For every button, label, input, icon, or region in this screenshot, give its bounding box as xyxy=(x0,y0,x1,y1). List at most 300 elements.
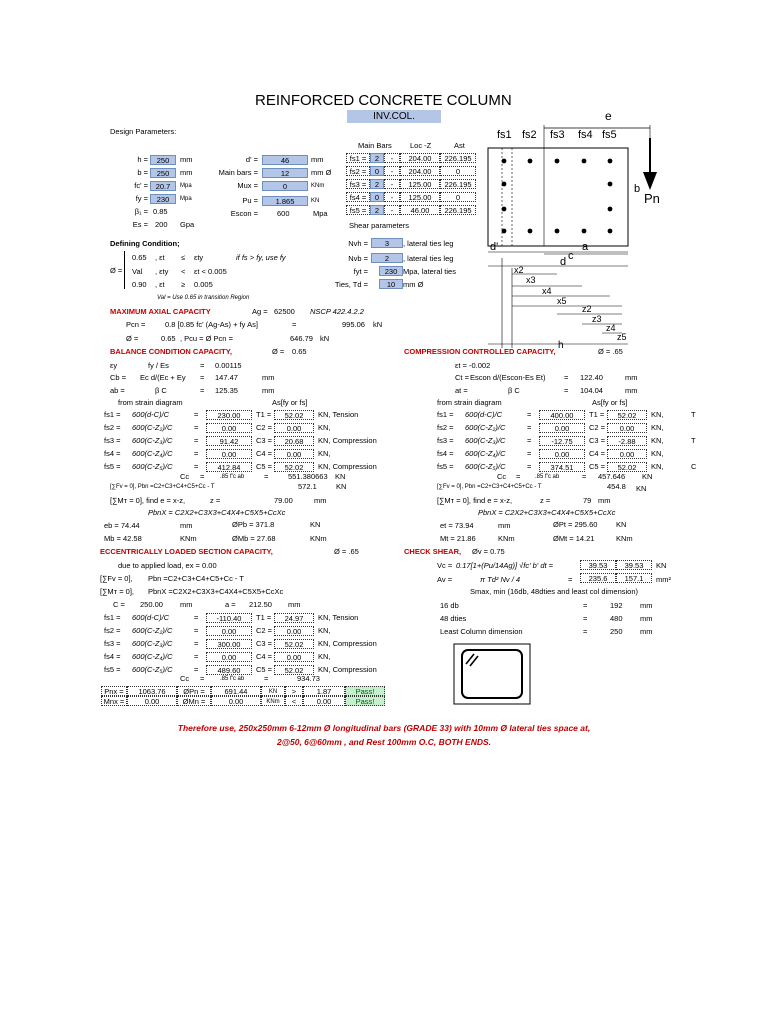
cb-formula: Ec d/(Ec + Ey xyxy=(140,373,186,382)
pcu-value: 646.79 xyxy=(290,334,313,343)
compression-force-unit: KN, xyxy=(651,410,664,419)
eccentric-force-value: 0.00 xyxy=(274,626,314,636)
ct-unit: mm xyxy=(625,373,638,382)
diagram-z2-label: z2 xyxy=(582,304,592,314)
compression-force-unit: KN, xyxy=(651,423,664,432)
diagram-x4-label: x4 xyxy=(542,286,552,296)
compression-force-type: T xyxy=(691,436,696,445)
balance-pbnx: PbnX = C2X2+C3X3+C4X4+C5X5+CcXc xyxy=(148,508,286,517)
balance-force-value: 20.68 xyxy=(274,436,314,446)
ab-label: ab = xyxy=(110,386,125,395)
at-value: 104.04 xyxy=(580,386,603,395)
compression-fs-label: fs3 = xyxy=(437,436,454,445)
code-ref: NSCP 422.4.2.2 xyxy=(310,307,364,316)
r48-value: 480 xyxy=(610,614,623,623)
balance-fs-value: 230.00 xyxy=(206,410,252,420)
ecc-c-label: C = xyxy=(113,600,125,609)
balance-z-unit: mm xyxy=(314,496,327,505)
av-value-2: 157.1 xyxy=(616,573,652,583)
balance-cc-eq: = xyxy=(200,472,205,481)
eccentric-phi: Ø = .65 xyxy=(334,547,359,556)
tie-diagram xyxy=(452,642,532,706)
diagram-x5-label: x5 xyxy=(557,296,567,306)
compression-fs-label: fs2 = xyxy=(437,423,454,432)
balance-title: BALANCE CONDITION CAPACITY, xyxy=(110,347,232,356)
compression-force-label: C2 = xyxy=(589,423,606,432)
phi-v: Øv = 0.75 xyxy=(472,547,505,556)
compression-force-label: C5 = xyxy=(589,462,606,471)
eccentric-fs-value: 0.00 xyxy=(206,652,252,662)
ecc-c-unit: mm xyxy=(180,600,193,609)
phi-pb: ØPb = 371.8 xyxy=(232,520,275,529)
eccentric-fs-eq: = xyxy=(194,639,199,648)
pnx-label: Pnx = xyxy=(101,686,127,696)
ecc-cc-eq2: = xyxy=(264,674,269,683)
cond3-value: 0.90 xyxy=(132,280,147,289)
ecc-smt: [∑Mт = 0], xyxy=(100,587,134,596)
pcu-unit: kN xyxy=(320,334,330,343)
eccentric-fs-eq: = xyxy=(194,665,199,674)
ey-formula: fy / Es xyxy=(148,361,169,370)
balance-fs-formula: 600(C-Z₃)/C xyxy=(132,436,173,445)
fy-label: fy = xyxy=(135,194,148,203)
av-label: Av = xyxy=(437,575,453,584)
eccentric-force-label: C4 = xyxy=(256,652,273,661)
mnx-label: Mnx = xyxy=(101,696,127,706)
d-label: d' = xyxy=(245,155,258,164)
balance-force-value: 0.00 xyxy=(274,449,314,459)
mainbar-row-count[interactable]: 2 xyxy=(370,179,384,189)
balance-fs-label: fs1 = xyxy=(104,410,121,419)
h-label: h = xyxy=(137,155,148,164)
r48-unit: mm xyxy=(640,614,653,623)
eccentric-force-label: T1 = xyxy=(256,613,272,622)
eccentric-fs-label: fs5 = xyxy=(104,665,121,674)
cond1-op: ≤ xyxy=(181,253,186,262)
compression-force-label: C4 = xyxy=(589,449,606,458)
compression-pbnx: PbnX = C2X2+C3X3+C4X4+C5X5+CcXc xyxy=(478,508,616,517)
diagram-pn-label: Pn xyxy=(644,191,660,206)
ecc-cc-formula: .85 f'c ab xyxy=(220,676,245,682)
compression-cc-unit: KN xyxy=(642,472,653,481)
balance-strain: from strain diagram xyxy=(118,398,183,407)
compression-fs-eq: = xyxy=(527,436,532,445)
ab-formula: β C xyxy=(155,386,167,395)
r16-unit: mm xyxy=(640,601,653,610)
ag-label: Ag = xyxy=(252,307,268,316)
eccentric-force-unit: KN, Tension xyxy=(318,613,359,622)
compression-fs-eq: = xyxy=(527,462,532,471)
pc-value: 1.87 xyxy=(303,686,345,696)
ab-unit: mm xyxy=(262,386,275,395)
beta-value: 0.85 xyxy=(153,207,168,216)
compression-fs-value: 374.51 xyxy=(539,462,585,472)
conclusion-line-2: 2@50, 6@60mm , and Rest 100mm O.C, BOTH ENDS. xyxy=(276,737,492,747)
phi-mn-label: ØMn = xyxy=(177,696,211,706)
conclusion-line-1: Therefore use, 250x250mm 6-12mm Ø longitudinal bars (GRADE 33) with 10mm Ø lateral ties space at, xyxy=(177,723,591,733)
compression-fs-formula: 600(C-Z₅)/C xyxy=(465,462,506,471)
pn-pass-badge: Pass! xyxy=(345,686,385,696)
cond2-a: , εty xyxy=(155,267,169,276)
compression-force-type: T xyxy=(691,410,696,419)
balance-force-label: C3 = xyxy=(256,436,273,445)
cond3-b: 0.005 xyxy=(194,280,213,289)
mainbar-row-count[interactable]: 2 xyxy=(370,205,384,215)
nvb-value[interactable]: 2 xyxy=(371,253,403,263)
ecc-a-unit: mm xyxy=(288,600,301,609)
ast-header: Ast xyxy=(454,141,465,150)
compression-fs-eq: = xyxy=(527,410,532,419)
mainbar-row-label: fs5 = xyxy=(346,205,370,215)
phi-pn-value: 691.44 xyxy=(211,686,261,696)
compression-fs-formula: 600(d-C)/C xyxy=(465,410,503,419)
balance-force-value: 52.02 xyxy=(274,410,314,420)
eccentric-fs-value: 300.00 xyxy=(206,639,252,649)
mainbar-row-ast: 226.195 xyxy=(440,153,476,163)
balance-phi-value: 0.65 xyxy=(292,347,307,356)
diagram-z3-label: z3 xyxy=(592,314,602,324)
balance-fs-eq: = xyxy=(194,449,199,458)
diagram-b-label: b xyxy=(634,183,641,195)
eccentric-force-unit: KN, Compression xyxy=(318,639,377,648)
eb-unit: mm xyxy=(180,521,193,530)
mainbar-row-label: fs4 = xyxy=(346,192,370,202)
bracket xyxy=(124,251,128,289)
mainbar-row-count[interactable]: 0 xyxy=(370,192,384,202)
cond3-op: ≥ xyxy=(181,280,186,289)
fc-label: fc' = xyxy=(134,181,148,190)
h-value[interactable]: 250 xyxy=(150,155,176,165)
rebar-dots xyxy=(502,159,613,234)
balance-fs-value: 412.84 xyxy=(206,462,252,472)
nvb-unit: , lateral ties leg xyxy=(403,254,454,263)
mainbar-unit: mm Ø xyxy=(311,168,332,177)
balance-force-label: C2 = xyxy=(256,423,273,432)
balance-sfv-value: 572.1 xyxy=(298,482,317,491)
balance-fs-formula: 600(C-Z₅)/C xyxy=(132,462,173,471)
balance-cc: Cc xyxy=(180,472,190,481)
et-label: εt = -0.002 xyxy=(455,361,491,370)
compression-fs-value: 0.00 xyxy=(539,449,585,459)
compression-z-unit: mm xyxy=(598,496,611,505)
val-note: Val = Use 0.65 in transition Region xyxy=(157,295,250,301)
phi-pn-label: ØPn = xyxy=(177,686,211,696)
eccentric-fs-value: 0.00 xyxy=(206,626,252,636)
mainbars-header: Main Bars xyxy=(358,141,392,150)
fyt-unit: Mpa, lateral ties xyxy=(403,267,456,276)
eccentric-force-value: 24.97 xyxy=(274,613,314,623)
nvh-value[interactable]: 3 xyxy=(371,238,403,248)
mainbar-row-loc: 46.00 xyxy=(400,205,440,215)
compression-fs-value: -12.75 xyxy=(539,436,585,446)
ag-value: 62500 xyxy=(274,307,295,316)
mn-pass-badge: Pass! xyxy=(345,696,385,706)
cb-eq: = xyxy=(200,373,205,382)
eb: eb = 74.44 xyxy=(104,521,140,530)
beta-label: β₁ = xyxy=(134,207,148,216)
balance-phi: Ø = xyxy=(272,347,285,356)
balance-cc-unit: KN xyxy=(335,472,346,481)
compression-z-value: 79 xyxy=(583,496,592,505)
balance-fs-eq: = xyxy=(194,410,199,419)
ecc-a-label: a = xyxy=(225,600,236,609)
compression-fs-formula: 600(C-Z₃)/C xyxy=(465,436,506,445)
mainbar-row-count[interactable]: 0 xyxy=(370,166,384,176)
eccentric-fs-formula: 600(C-Z₃)/C xyxy=(132,639,173,648)
compression-cc-value: 457.646 xyxy=(598,472,626,481)
balance-z: z = xyxy=(210,496,221,505)
fyt-label: fyt = xyxy=(353,267,368,276)
mainbar-row-loc: 125.00 xyxy=(400,192,440,202)
balance-fs-eq: = xyxy=(194,436,199,445)
mainbar-row-label: fs1 = xyxy=(346,153,370,163)
balance-force-value: 0.00 xyxy=(274,423,314,433)
eccentric-force-label: C3 = xyxy=(256,639,273,648)
balance-cc-eq2: = xyxy=(264,472,269,481)
phi-mt: ØMt = 14.21 xyxy=(553,534,595,543)
lt-sign: < xyxy=(285,696,303,706)
eccentric-fs-formula: 600(C-Z₅)/C xyxy=(132,665,173,674)
compression-force-unit: KN, xyxy=(651,462,664,471)
balance-fs-label: fs4 = xyxy=(104,449,121,458)
compression-force-value: 0.00 xyxy=(607,423,647,433)
balance-fs-formula: 600(d-C)/C xyxy=(132,410,170,419)
ey-label: εy xyxy=(110,361,118,370)
balance-force-unit: KN, Compression xyxy=(318,436,377,445)
d-unit: mm xyxy=(311,155,324,164)
eccentric-force-value: 52.02 xyxy=(274,665,314,675)
page-subtitle: INV.COL. xyxy=(347,110,441,123)
eccentric-fs-eq: = xyxy=(194,613,199,622)
balance-fs-value: 0.00 xyxy=(206,423,252,433)
mainbar-row-count[interactable]: 2 xyxy=(370,153,384,163)
mb: Mb = 42.58 xyxy=(104,534,142,543)
balance-force-label: C4 = xyxy=(256,449,273,458)
escon-label: Escon = xyxy=(230,209,258,218)
least-col-eq: = xyxy=(583,627,588,636)
phi-label: Ø = xyxy=(110,266,123,275)
mainbar-row-loc: 125.00 xyxy=(400,179,440,189)
ecc-pbn: Pbn =C2+C3+C4+C5+Cc - T xyxy=(148,574,244,583)
ties-value[interactable]: 10 xyxy=(379,279,403,289)
compression-force-unit: KN, xyxy=(651,449,664,458)
at-label: at = xyxy=(455,386,468,395)
phi-mb-unit: KNm xyxy=(310,534,327,543)
mainbar-row-dash: - xyxy=(384,153,400,163)
diagram-h-label: h xyxy=(558,340,564,348)
mnx-value: 0.00 xyxy=(127,696,177,706)
mainbar-value[interactable]: 12 xyxy=(262,168,308,178)
escon-unit: Mpa xyxy=(313,209,328,218)
cond2-value: Val xyxy=(132,267,143,276)
diagram-fs4-label: fs4 xyxy=(578,129,593,141)
mainbar-row-loc: 204.00 xyxy=(400,166,440,176)
mainbar-row-ast: 0 xyxy=(440,192,476,202)
balance-cc-formula: .85 f'c ab xyxy=(220,474,245,480)
vc-label: Vc = xyxy=(437,561,453,570)
pu-value[interactable]: 1.865 xyxy=(262,196,308,206)
diagram-fs2-label: fs2 xyxy=(522,129,537,141)
eccentric-force-unit: KN, Compression xyxy=(318,665,377,674)
b-value[interactable]: 250 xyxy=(150,168,176,178)
compression-force-value: 0.00 xyxy=(607,449,647,459)
compression-sfv-unit: KN xyxy=(636,484,647,493)
pu-label: Pu = xyxy=(242,196,258,205)
balance-z-value: 79.00 xyxy=(274,496,293,505)
cb-unit: mm xyxy=(262,373,275,382)
ecc-sfv: [∑Fv = 0], xyxy=(100,574,133,583)
axial-title: MAXIMUM AXIAL CAPACITY xyxy=(110,307,211,316)
phi-axial-value: 0.65 xyxy=(161,334,176,343)
diagram-x2-label: x2 xyxy=(514,265,524,275)
fy-value[interactable]: 230 xyxy=(150,194,176,204)
phi-pt-unit: KN xyxy=(616,520,627,529)
balance-force-unit: KN, Tension xyxy=(318,410,359,419)
phi-pt: ØPt = 295.60 xyxy=(553,520,598,529)
balance-fs-formula: 600(C-Z₄)/C xyxy=(132,449,173,458)
compression-force-value: -2.88 xyxy=(607,436,647,446)
ecc-a-value: 212.50 xyxy=(249,600,272,609)
et2: et = 73.94 xyxy=(440,521,474,530)
eccentric-fs-label: fs3 = xyxy=(104,639,121,648)
least-col-value: 250 xyxy=(610,627,623,636)
compression-force-type: C xyxy=(691,462,697,471)
ecc-c-value: 250.00 xyxy=(140,600,163,609)
mainbar-row-dash: - xyxy=(384,205,400,215)
diagram-fs3-label: fs3 xyxy=(550,129,565,141)
balance-fs-label: fs3 = xyxy=(104,436,121,445)
compression-sfv: [∑Fv = 0], Pbn =C2+C3+C4+C5+Cc - T xyxy=(437,484,542,490)
mc-value: 0.00 xyxy=(303,696,345,706)
balance-fs-label: fs2 = xyxy=(104,423,121,432)
eccentric-fs-label: fs1 = xyxy=(104,613,121,622)
phi-mt-unit: KNm xyxy=(616,534,633,543)
es-value: 200 xyxy=(155,220,168,229)
balance-cc-value: 551.380663 xyxy=(288,472,328,481)
compression-fs-formula: 600(C-Z₄)/C xyxy=(465,449,506,458)
nvh-unit: , lateral ties leg xyxy=(403,239,454,248)
loc-header: Loc -Z xyxy=(410,141,432,150)
eccentric-title: ECCENTRICALLY LOADED SECTION CAPACITY, xyxy=(100,547,273,556)
compression-force-value: 52.02 xyxy=(607,462,647,472)
balance-force-unit: KN, xyxy=(318,423,331,432)
pu-unit: KN xyxy=(311,198,320,204)
b-unit: mm xyxy=(180,168,193,177)
eccentric-fs-label: fs4 = xyxy=(104,652,121,661)
diagram-d-label: d xyxy=(560,256,567,268)
h-unit: mm xyxy=(180,155,193,164)
balance-fs-value: 0.00 xyxy=(206,449,252,459)
cond1-value: 0.65 xyxy=(132,253,147,262)
least-col-label: Least Column dimension xyxy=(440,627,523,636)
fc-value[interactable]: 20.7 xyxy=(150,181,176,191)
diagram-a-label: a xyxy=(582,241,589,253)
r16-label: 16 db xyxy=(440,601,459,610)
vc-value-1: 39.53 xyxy=(580,560,616,570)
diagram-c-label: c xyxy=(568,250,574,262)
nvh-label: Nvh = xyxy=(348,239,368,248)
compression-force-label: T1 = xyxy=(589,410,605,419)
compression-cc-eq2: = xyxy=(582,472,587,481)
fyt-value[interactable]: 230 xyxy=(379,266,403,276)
defining-title: Defining Condition; xyxy=(110,239,180,248)
phi-pn-unit: KN xyxy=(261,686,285,696)
eccentric-fs-value: 489.60 xyxy=(206,665,252,675)
compression-force-unit: KN, xyxy=(651,436,664,445)
ties-unit: mm Ø xyxy=(403,280,424,289)
balance-force-value: 52.02 xyxy=(274,462,314,472)
diagram-fs5-label: fs5 xyxy=(602,129,617,141)
shear-check-title: CHECK SHEAR, xyxy=(404,547,462,556)
cond1-note: if fs > fy, use fy xyxy=(236,253,286,262)
balance-force-label: C5 = xyxy=(256,462,273,471)
cond1-a: , εt xyxy=(155,253,165,262)
av-formula: π Td² Nv / 4 xyxy=(480,575,521,584)
compression-fs-value: 0.00 xyxy=(539,423,585,433)
fy-unit: Mpa xyxy=(180,196,192,202)
compression-fs-label: fs1 = xyxy=(437,410,454,419)
r48-label: 48 dties xyxy=(440,614,467,623)
et2-unit: mm xyxy=(498,521,511,530)
d-value[interactable]: 46 xyxy=(262,155,308,165)
av-value-1: 235.6 xyxy=(580,573,616,583)
pcn-unit: kN xyxy=(373,320,383,329)
pcn-value: 995.06 xyxy=(342,320,365,329)
mainbar-row-ast: 226.195 xyxy=(440,179,476,189)
cond3-a: , εt xyxy=(155,280,165,289)
ct-label: Ct = xyxy=(455,373,469,382)
mt: Mt = 21.86 xyxy=(440,534,476,543)
eccentric-fs-value: -110.40 xyxy=(206,613,252,623)
b-label: b = xyxy=(137,168,148,177)
diagram-fs1-label: fs1 xyxy=(497,129,512,141)
fc-unit: Mpa xyxy=(180,183,192,189)
eccentric-force-unit: KN, xyxy=(318,626,331,635)
balance-fs-label: fs5 = xyxy=(104,462,121,471)
diagram-d-prime-label: d' xyxy=(490,241,499,253)
shear-title: Shear parameters xyxy=(349,221,410,230)
pcn-eq: = xyxy=(292,320,297,329)
es-unit: Gpa xyxy=(180,220,195,229)
escon-value: 600 xyxy=(277,209,290,218)
phi-mb: ØMb = 27.68 xyxy=(232,534,276,543)
mainbar-row-label: fs3 = xyxy=(346,179,370,189)
eccentric-force-unit: KN, xyxy=(318,652,331,661)
compression-fs-label: fs5 = xyxy=(437,462,454,471)
compression-force-value: 52.02 xyxy=(607,410,647,420)
eccentric-fs-eq: = xyxy=(194,626,199,635)
design-label: Design Parameters: xyxy=(110,127,177,136)
column-section-diagram xyxy=(482,108,672,348)
mux-unit: KNm xyxy=(311,183,325,189)
balance-as: As[fy or fs] xyxy=(272,398,308,407)
nvb-label: Nvb = xyxy=(348,254,368,263)
mainbar-row-ast: 0 xyxy=(440,166,476,176)
mux-label: Mux = xyxy=(237,181,258,190)
eccentric-fs-formula: 600(C-Z₂)/C xyxy=(132,626,173,635)
compression-cc: Cc xyxy=(497,472,507,481)
compression-fs-label: fs4 = xyxy=(437,449,454,458)
mb-unit: KNm xyxy=(180,534,197,543)
mux-value[interactable]: 0 xyxy=(262,181,308,191)
compression-force-label: C3 = xyxy=(589,436,606,445)
mainbar-row-dash: - xyxy=(384,166,400,176)
balance-force-label: T1 = xyxy=(256,410,272,419)
eccentric-fs-formula: 600(d-C)/C xyxy=(132,613,170,622)
gt-sign: > xyxy=(285,686,303,696)
mt-unit: KNm xyxy=(498,534,515,543)
es-label: Es = xyxy=(132,220,148,229)
